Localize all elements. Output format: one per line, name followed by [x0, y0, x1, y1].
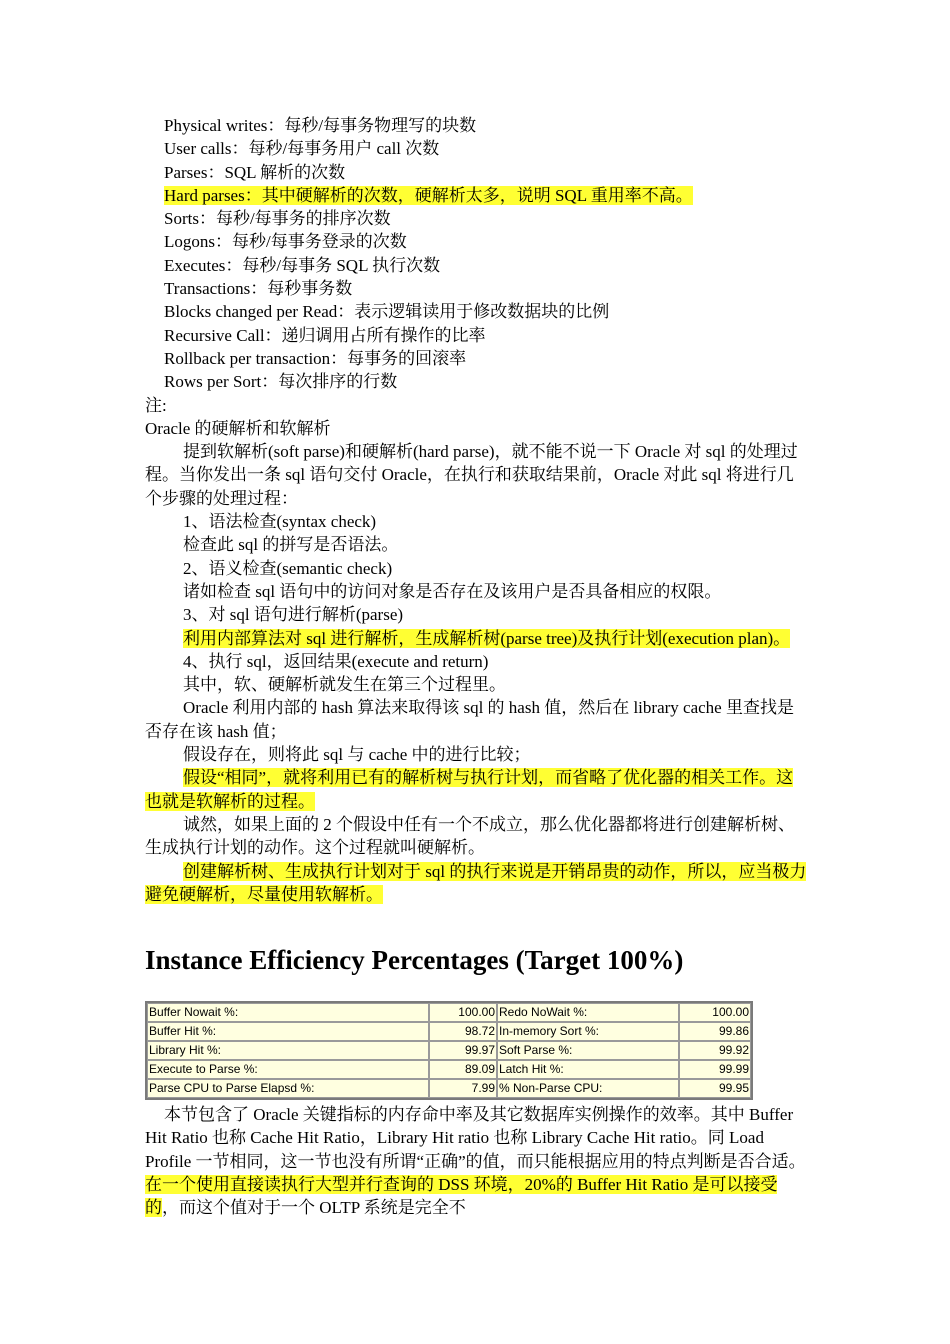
metric-label: In-memory Sort %:	[497, 1022, 679, 1041]
metric-value: 99.95	[679, 1079, 751, 1098]
note-title: Oracle 的硬解析和软解析	[145, 418, 331, 438]
stat-definition-line	[145, 137, 807, 160]
stat-definition-line	[145, 347, 807, 370]
cost-paragraph	[145, 860, 807, 907]
stat-definition-line	[145, 370, 807, 393]
stat-definition-text: Rows per Sort：每次排序的行数	[164, 372, 398, 392]
stat-definition-line	[145, 230, 807, 253]
stat-definition-line	[145, 300, 807, 323]
parse-intro-paragraph: 提到软解析(soft parse)和硬解析(hard parse)，就不能不说一下 Oracle 对 sql 的处理过程。当你发出一条 sql 语句交付 Oracle，在执行和获取结果前，Oracle 对此 sql 将进行几个步骤的处理过程：	[145, 442, 798, 508]
metric-value: 100.00	[429, 1003, 497, 1022]
step-1-heading: 1、语法检查(syntax check)	[183, 512, 377, 532]
soft-parse-paragraph	[145, 766, 807, 813]
efficiency-table-wrapper	[145, 1001, 753, 1100]
step-4-heading: 4、执行 sql，返回结果(execute and return)	[183, 651, 489, 671]
stat-definition-text: Blocks changed per Read：表示逻辑读用于修改数据块的比例	[164, 302, 610, 322]
highlighted-text: Hard parses：其中硬解析的次数，硬解析太多，说明 SQL 重用率不高。	[164, 185, 693, 205]
highlighted-text: 利用内部算法对 sql 进行解析，生成解析树(parse tree)及执行计划(execution plan)。	[183, 628, 791, 648]
stat-definition-text: Parses：SQL 解析的次数	[164, 162, 346, 182]
stat-definition-line	[145, 161, 807, 184]
metric-label: Buffer Nowait %:	[147, 1003, 429, 1022]
metric-label: Execute to Parse %:	[147, 1060, 429, 1079]
step-3-description	[145, 627, 807, 650]
stat-definition-text: Recursive Call：递归调用占所有操作的比率	[164, 325, 486, 345]
stat-definition-text: Logons：每秒/每事务登录的次数	[164, 232, 407, 252]
hard-parse-paragraph: 诚然，如果上面的 2 个假设中任有一个不成立，那么优化器都将进行创建解析树、生成执行计划的动作。这个过程就叫硬解析。	[145, 814, 795, 858]
metric-label: Latch Hit %:	[497, 1060, 679, 1079]
stat-definition-text: Sorts：每秒/每事务的排序次数	[164, 209, 391, 229]
stat-definition-text: User calls：每秒/每事务用户 call 次数	[164, 139, 440, 159]
highlighted-text: 假设“相同”，就将利用已有的解析树与执行计划，而省略了优化器的相关工作。这也就是软解析的过程。	[145, 768, 794, 811]
metric-label: % Non-Parse CPU:	[497, 1079, 679, 1098]
metric-label: Buffer Hit %:	[147, 1022, 429, 1041]
stat-definition-text: Executes：每秒/每事务 SQL 执行次数	[164, 255, 441, 275]
step-2-heading: 2、语义检查(semantic check)	[183, 558, 393, 578]
stat-definition-text: Rollback per transaction：每事务的回滚率	[164, 348, 467, 368]
metric-value: 99.92	[679, 1041, 751, 1060]
load-profile-definitions	[145, 114, 807, 394]
metric-value: 99.97	[429, 1041, 497, 1060]
metric-value: 98.72	[429, 1022, 497, 1041]
table-row	[147, 1022, 751, 1041]
among-paragraph: 其中，软、硬解析就发生在第三个过程里。	[183, 675, 506, 695]
step-3-heading: 3、对 sql 语句进行解析(parse)	[183, 605, 404, 625]
stat-definition-line	[145, 114, 807, 137]
stat-definition-line	[145, 207, 807, 230]
table-row	[147, 1003, 751, 1022]
metric-value: 7.99	[429, 1079, 497, 1098]
efficiency-explanation	[145, 1103, 807, 1219]
table-row	[147, 1079, 751, 1098]
step-1-description: 检查此 sql 的拼写是否语法。	[183, 535, 399, 555]
metric-label: Soft Parse %:	[497, 1041, 679, 1060]
hash-paragraph: Oracle 利用内部的 hash 算法来取得该 sql 的 hash 值，然后在 library cache 里查找是否存在该 hash 值；	[145, 698, 794, 741]
stat-definition-line	[145, 254, 807, 277]
note-label: 注:	[145, 395, 167, 415]
document-body	[145, 114, 807, 906]
metric-value: 99.99	[679, 1060, 751, 1079]
metric-label: Redo NoWait %:	[497, 1003, 679, 1022]
stat-definition-text: Physical writes：每秒/每事务物理写的块数	[164, 116, 477, 135]
metric-label: Parse CPU to Parse Elapsd %:	[147, 1079, 429, 1098]
highlighted-text: 创建解析树、生成执行计划对于 sql 的执行来说是开销昂贵的动作，所以，应当极力避免硬解析，尽量使用软解析。	[145, 861, 807, 904]
stat-definition-text: Transactions：每秒事务数	[164, 279, 353, 299]
step-2-description: 诸如检查 sql 语句中的访问对象是否存在及该用户是否具备相应的权限。	[183, 581, 722, 601]
metric-value: 89.09	[429, 1060, 497, 1079]
stat-definition-line	[145, 184, 807, 207]
table-row	[147, 1041, 751, 1060]
metric-label: Library Hit %:	[147, 1041, 429, 1060]
efficiency-text-part1: 本节包含了 Oracle 关键指标的内存命中率及其它数据库实例操作的效率。其中 Buffer Hit Ratio 也称 Cache Hit Ratio，Library Hit ratio 也称 Library Cache Hit ratio。同 Load Profile 一节相同，这一节也没有所谓“正确”的值，而只能根据应用的特点判断是否合适。	[145, 1105, 806, 1171]
section-title: Instance Efficiency Percentages (Target 100%)	[145, 945, 684, 975]
assume-paragraph: 假设存在，则将此 sql 与 cache 中的进行比较；	[183, 745, 531, 765]
efficiency-paragraph	[145, 1103, 807, 1219]
metric-value: 100.00	[679, 1003, 751, 1022]
stat-definition-line	[145, 277, 807, 300]
highlighted-text: 在一个使用直接读执行大型并行查询的 DSS 环境，20%的 Buffer Hit Ratio 是可以接受的	[145, 1174, 778, 1218]
efficiency-table	[145, 1001, 753, 1100]
table-row	[147, 1060, 751, 1079]
stat-definition-line	[145, 324, 807, 347]
metric-value: 99.86	[679, 1022, 751, 1041]
efficiency-text-part3: ，而这个值对于一个 OLTP 系统是完全不	[162, 1198, 466, 1218]
